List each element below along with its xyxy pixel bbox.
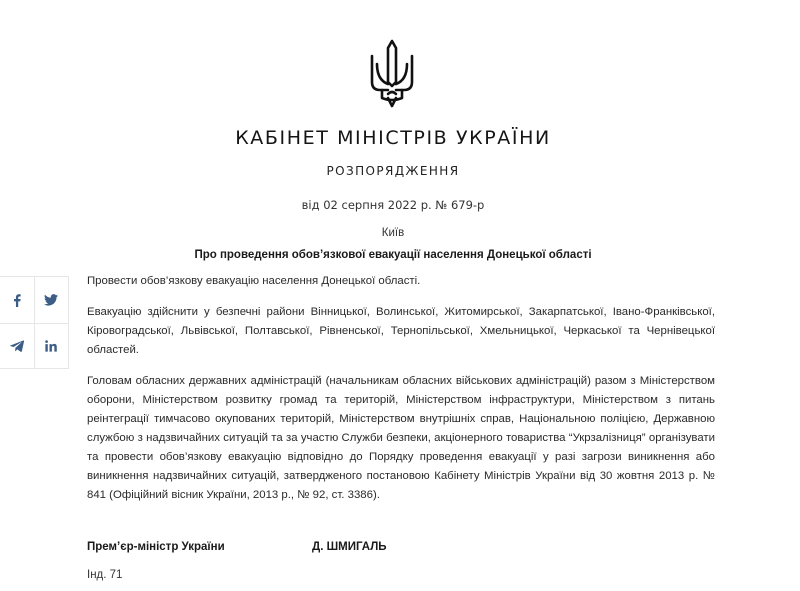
share-facebook-button[interactable] <box>0 277 35 324</box>
signatory-title: Прем’єр-міністр України <box>87 541 225 553</box>
document-type: РОЗПОРЯДЖЕННЯ <box>326 164 460 178</box>
document-index: Інд. 71 <box>87 569 123 581</box>
body-paragraph: Головам обласних державних адміністрацій (начальникам обласних військових адміністрацій) разом з Міністерством оборони, Міністерством розвитку громад та територій, Міністерством інфраструктури, Міністерством з питань реінтеграції тимчасово окупованих територій, Міністерством внутрішніх справ, Національною поліцією, Державною службою з надзвичайних ситуацій та за участю Служби безпеки, акціонерного товариства “Укрзалізниця” організувати та провести обов’язкову евакуацію відповідно до Порядку проведення евакуації у разі загрози виникнення або виникнення надзвичайних ситуацій, затвердженого постановою Кабінету Міністрів України від 30 жовтня 2013 р. № 841 (Офіційний вісник України, 2013 р., № 92, ст. 3386). <box>87 375 715 501</box>
document-body <box>87 272 715 517</box>
document-date: від 02 серпня 2022 р. № 679-р <box>301 198 485 212</box>
telegram-icon <box>10 340 24 352</box>
linkedin-icon <box>45 340 57 352</box>
share-twitter-button[interactable] <box>34 277 68 324</box>
share-linkedin-button[interactable] <box>34 323 68 369</box>
document-city: Київ <box>381 227 405 239</box>
document-subject: Про проведення обов’язкової евакуації населення Донецької області <box>194 249 592 261</box>
facebook-icon <box>12 294 22 307</box>
trident-emblem-icon <box>368 38 416 110</box>
twitter-icon <box>44 294 58 306</box>
signatory-name: Д. ШМИГАЛЬ <box>312 541 387 553</box>
government-title: КАБІНЕТ МІНІСТРІВ УКРАЇНИ <box>235 127 551 149</box>
share-panel <box>0 276 69 369</box>
body-paragraph: Провести обов’язкову евакуацію населення Донецької області. <box>87 275 421 287</box>
share-telegram-button[interactable] <box>0 323 35 369</box>
body-paragraph: Евакуацію здійснити у безпечні райони Вінницької, Волинської, Житомирської, Закарпатської, Івано-Франківської, Кіровоградської, Львівської, Полтавської, Рівненської, Тернопільської, Хмельницької, Черкаської та Чернівецької областей. <box>87 306 715 356</box>
